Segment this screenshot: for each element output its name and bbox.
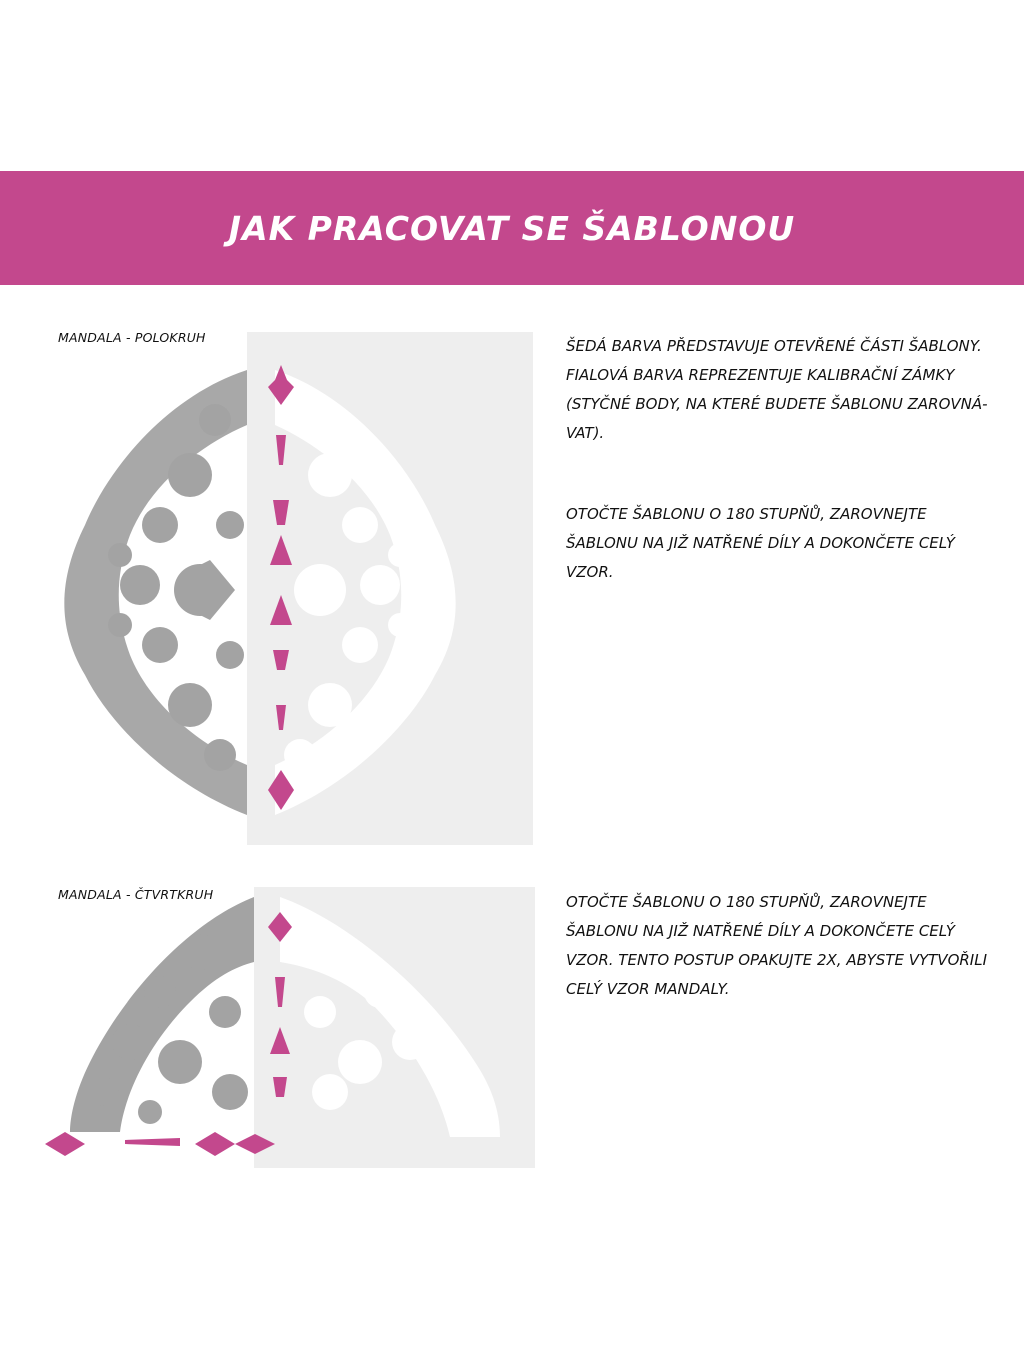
section-half-paragraph-1: ŠEDÁ BARVA PŘEDSTAVUJE OTEVŘENÉ ČÁSTI ŠABLONY. FIALOVÁ BARVA REPREZENTUJE KALIBRAČNÍ ZÁMKY (STYČNÉ BODY, NA KTERÉ BUDETE ŠABLONU ZAROVNÁ-VAT). xyxy=(566,337,988,442)
title-banner xyxy=(0,171,1024,285)
calibration-marks-quarter-horizontal xyxy=(45,1132,275,1156)
section-caption-quarter: MANDALA - ČTVRTKRUH xyxy=(58,887,214,902)
half-mandala-gray xyxy=(64,370,247,815)
page-title: JAK PRACOVAT SE ŠABLONOU xyxy=(228,208,796,248)
quarter-mandala-illustration xyxy=(30,882,550,1172)
half-mandala-illustration xyxy=(30,325,550,855)
section-caption-half: MANDALA - POLOKRUH xyxy=(58,330,206,345)
quarter-mandala-gray xyxy=(70,897,254,1132)
section-quarter-paragraph-1: OTOČTE ŠABLONU O 180 STUPŇŮ, ZAROVNEJTE ŠABLONU NA JIŽ NATŘENÉ DÍLY A DOKONČETE CELÝ VZOR. TENTO POSTUP OPAKUJTE 2X, ABYSTE VYTVOŘILI CELÝ VZOR MANDALY. xyxy=(566,893,987,998)
section-half-paragraph-2: OTOČTE ŠABLONU O 180 STUPŇŮ, ZAROVNEJTE ŠABLONU NA JIŽ NATŘENÉ DÍLY A DOKONČETE CELÝ VZOR. xyxy=(566,505,955,581)
